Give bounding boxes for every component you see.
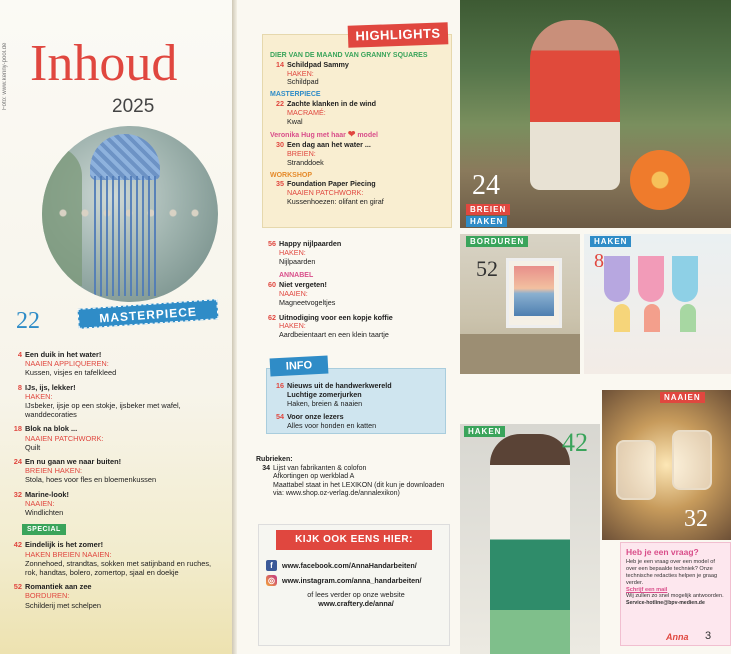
toc-description: Aardbeientaart en een klein taartje xyxy=(279,330,389,340)
icecream-shape xyxy=(680,304,696,332)
social-links-tag: KIJK OOK EENS HIER: xyxy=(276,530,432,550)
instagram-link[interactable] xyxy=(266,575,446,586)
question-box xyxy=(620,542,731,646)
toc-title: En nu gaan we naar buiten! xyxy=(25,457,122,467)
toc-title: Romantiek aan zee xyxy=(25,582,92,592)
photo-category: BREIEN xyxy=(466,204,510,215)
highlight-title: Foundation Paper Piecing xyxy=(287,179,376,189)
toc-category: HAKEN: xyxy=(279,247,306,257)
toc-description: Schilderij met schelpen xyxy=(25,600,101,610)
heart-icon: ❤ xyxy=(347,129,356,140)
info-tag: INFO xyxy=(270,355,329,376)
jellyfish-tentacles xyxy=(94,176,158,296)
instagram-url: www.instagram.com/anna_handarbeiten/ xyxy=(282,576,422,585)
facebook-link[interactable] xyxy=(266,560,446,571)
highlights-tag: HIGHLIGHTS xyxy=(348,22,449,47)
toc-category: HAKEN: xyxy=(25,391,53,401)
page-number: 3 xyxy=(705,630,712,642)
toc-page-number: 56 xyxy=(268,239,276,248)
facebook-icon: f xyxy=(266,560,277,571)
icecream-shape xyxy=(644,304,660,332)
toc-entry[interactable] xyxy=(10,424,220,452)
toc-title: IJs, ijs, lekker! xyxy=(25,382,76,392)
feature-page-number: 22 xyxy=(16,308,40,334)
photo-category: HAKEN xyxy=(466,216,507,227)
rubrieken-line: Maattabel staat in het LEXIKON (dit kun je downloaden xyxy=(273,481,445,489)
flower-cushion xyxy=(630,150,690,210)
toc-entry[interactable] xyxy=(10,383,220,420)
highlight-entry[interactable] xyxy=(270,91,448,126)
highlight-category: HAKEN: xyxy=(287,68,314,78)
question-title: Heb je een vraag? xyxy=(626,547,699,557)
question-mail-link[interactable]: Schrijf een mail xyxy=(626,587,668,593)
toc-page-number: 60 xyxy=(268,280,276,290)
info-title: Nieuws uit de handwerkwereld xyxy=(287,381,392,390)
question-text: Heb je een vraag over een model of over een bepaalde techniek? Onze technische redacties helpen je graag verder. xyxy=(626,559,718,586)
woman-figure xyxy=(530,20,620,190)
page-spine xyxy=(232,0,237,654)
info-page-number: 16 xyxy=(276,381,284,390)
toc-category: NAAIEN: xyxy=(279,288,308,298)
photo-category: BORDUREN xyxy=(466,236,528,247)
highlight-title: Schildpad Sammy xyxy=(287,59,349,69)
question-text-2: Wij zullen zo snel mogelijk antwoorden. xyxy=(626,593,724,599)
toc-title: Eindelijk is het zomer! xyxy=(25,540,104,550)
special-label: SPECIAL xyxy=(22,524,66,535)
toc-category: NAAIEN APPLIQUEREN: xyxy=(25,359,109,369)
toc-page-number: 4 xyxy=(17,350,22,359)
rubrieken-block xyxy=(256,456,456,499)
banner-shape xyxy=(604,256,630,302)
toc-page-number: 32 xyxy=(13,489,22,499)
info-title: Voor onze lezers xyxy=(287,412,344,422)
social-links-list xyxy=(266,560,446,608)
toc-title: Niet vergeten! xyxy=(279,280,327,290)
toc-title: Uitnodiging voor een kopje koffie xyxy=(279,312,393,322)
toc-title: Marine-look! xyxy=(25,489,69,499)
banner-shape xyxy=(638,256,664,302)
toc-description: Magneetvogeltjes xyxy=(279,297,336,307)
photo-8-icecream xyxy=(584,234,731,374)
highlight-description: Stranddoek xyxy=(287,157,324,167)
photo-credit: Foto: www.kenny-pool.de xyxy=(2,42,8,110)
toc-page-number: 62 xyxy=(268,312,276,322)
instagram-icon: ◎ xyxy=(266,575,277,586)
highlight-page-number: 14 xyxy=(276,59,284,69)
brand-logo: Anna xyxy=(666,632,689,642)
toc-left-list xyxy=(10,350,220,615)
toc-category: NAAIEN: xyxy=(25,498,55,508)
photo-category: NAAIEN xyxy=(660,392,705,403)
photo-category: HAKEN xyxy=(464,426,505,437)
lantern-jar xyxy=(616,440,656,500)
toc-entry[interactable] xyxy=(10,457,220,485)
info-description: Alles voor honden en katten xyxy=(287,421,377,431)
toc-entry[interactable] xyxy=(10,582,220,610)
rubrieken-heading: Rubrieken: xyxy=(256,456,293,463)
toc-description: Nijlpaarden xyxy=(279,256,316,266)
rubrieken-page-number: 34 xyxy=(262,464,270,472)
toc-page-number: 52 xyxy=(13,582,22,592)
photo-24-woman-garden xyxy=(460,0,731,228)
rubrieken-line: Lijst van fabrikanten & colofon xyxy=(273,464,367,472)
banner-shape xyxy=(672,256,698,302)
toc-description: Stola, hoes voor fles en bloemenkussen xyxy=(25,475,157,485)
photo-page-number: 52 xyxy=(476,256,498,281)
highlight-page-number: 22 xyxy=(276,98,284,108)
photo-42-woman-skirt xyxy=(460,424,600,654)
facebook-url: www.facebook.com/AnnaHandarbeiten/ xyxy=(282,561,417,570)
lantern-jar xyxy=(672,430,712,490)
info-list xyxy=(270,382,442,436)
highlight-category: NAAIEN PATCHWORK: xyxy=(287,188,364,198)
highlight-title: Een dag aan het water ... xyxy=(287,140,371,150)
highlight-title: Zachte klanken in de wind xyxy=(287,98,377,108)
info-description: Haken, breien & naaien xyxy=(287,398,363,408)
toc-category: BREIEN HAKEN: xyxy=(25,466,83,476)
info-entry[interactable] xyxy=(270,382,442,408)
page-year: 2025 xyxy=(112,96,155,117)
toc-entry[interactable] xyxy=(262,272,452,307)
masterpiece-banner: MASTERPIECE xyxy=(77,299,218,329)
question-email[interactable]: Service-hotline@bpv-medien.de xyxy=(626,600,705,606)
highlight-section: DIER VAN DE MAAND VAN GRANNY SQUARES xyxy=(270,52,428,59)
icecream-shape xyxy=(614,304,630,332)
wooden-table xyxy=(460,334,580,374)
highlight-entry[interactable] xyxy=(270,130,448,167)
toc-category: HAKEN: xyxy=(279,321,306,331)
toc-page-number: 42 xyxy=(13,540,22,550)
jellyfish-photo xyxy=(42,126,218,302)
photo-page-number: 32 xyxy=(684,506,708,532)
jellyfish-cap xyxy=(90,134,160,180)
page-title: Inhoud xyxy=(30,35,178,92)
highlights-list xyxy=(270,52,448,211)
highlight-entry[interactable] xyxy=(270,172,448,207)
toc-entry[interactable] xyxy=(262,240,452,266)
toc-description: Windlichten xyxy=(25,508,64,518)
toc-category: HAKEN BREIEN NAAIEN: xyxy=(25,549,112,559)
highlight-section-text: Veronika Hug met haar xyxy=(270,132,346,140)
toc-description: Quilt xyxy=(25,442,41,452)
toc-title: Blok na blok ... xyxy=(25,424,78,434)
info-subtitle: Luchtige zomerjurken xyxy=(287,389,362,399)
toc-description: IJsbeker, ijsje op een stokje, ijsbeker met wafel, wanddecoraties xyxy=(25,401,181,420)
toc-category: BORDUREN: xyxy=(25,591,70,601)
highlight-entry[interactable] xyxy=(270,52,448,87)
rubrieken-line[interactable]: via: www.shop.oz-verlag.de/annalexikon) xyxy=(273,490,400,497)
info-entry[interactable] xyxy=(270,413,442,431)
toc-description: Zonnehoed, strandtas, sokken met satijnband en ruches, rok, handtas, bolero, zomertop, sjaal en doekje xyxy=(25,558,212,578)
highlight-page-number: 30 xyxy=(276,140,284,150)
toc-section: ANNABEL xyxy=(279,272,314,280)
toc-entry[interactable] xyxy=(262,314,452,340)
highlight-page-number: 35 xyxy=(276,179,284,189)
highlight-description: Kwal xyxy=(287,116,303,126)
highlight-description: Schildpad xyxy=(287,77,319,87)
photo-page-number: 42 xyxy=(562,428,588,457)
highlight-description: Kussenhoezen: olifant en giraf xyxy=(287,196,384,206)
photo-52-embroidery xyxy=(460,234,580,374)
info-page-number: 54 xyxy=(276,412,284,422)
toc-page-number: 24 xyxy=(13,457,22,467)
toc-category: NAAIEN PATCHWORK: xyxy=(25,433,104,443)
toc-title: Een duik in het water! xyxy=(25,350,102,359)
middle-toc-list xyxy=(262,240,452,346)
toc-entry[interactable] xyxy=(10,490,220,518)
photo-page-number: 8 xyxy=(594,250,604,272)
woman-figure xyxy=(490,434,570,654)
website-intro: of lees verder op onze website xyxy=(307,590,405,599)
photo-category: HAKEN xyxy=(590,236,631,247)
toc-page-number: 8 xyxy=(17,382,22,392)
sunset-embroidery xyxy=(514,266,554,316)
toc-description: Kussen, visjes en tafelkleed xyxy=(25,368,117,378)
rubrieken-line: Afkortingen op werkblad A xyxy=(273,473,355,480)
highlight-section: WORKSHOP xyxy=(270,171,312,179)
toc-page-number: 18 xyxy=(13,424,22,434)
photo-page-number: 24 xyxy=(472,170,500,201)
photo-32-lanterns xyxy=(602,390,731,540)
toc-title: Happy nijlpaarden xyxy=(279,239,342,248)
website-link[interactable]: www.craftery.de/anna/ xyxy=(318,599,394,608)
highlight-section: MASTERPIECE xyxy=(270,91,321,99)
highlight-category: BREIEN: xyxy=(287,148,316,158)
highlight-section-tail: model xyxy=(357,132,378,140)
toc-entry[interactable] xyxy=(10,540,220,577)
toc-entry[interactable] xyxy=(10,350,220,378)
highlight-category: MACRAMÉ: xyxy=(287,107,326,117)
